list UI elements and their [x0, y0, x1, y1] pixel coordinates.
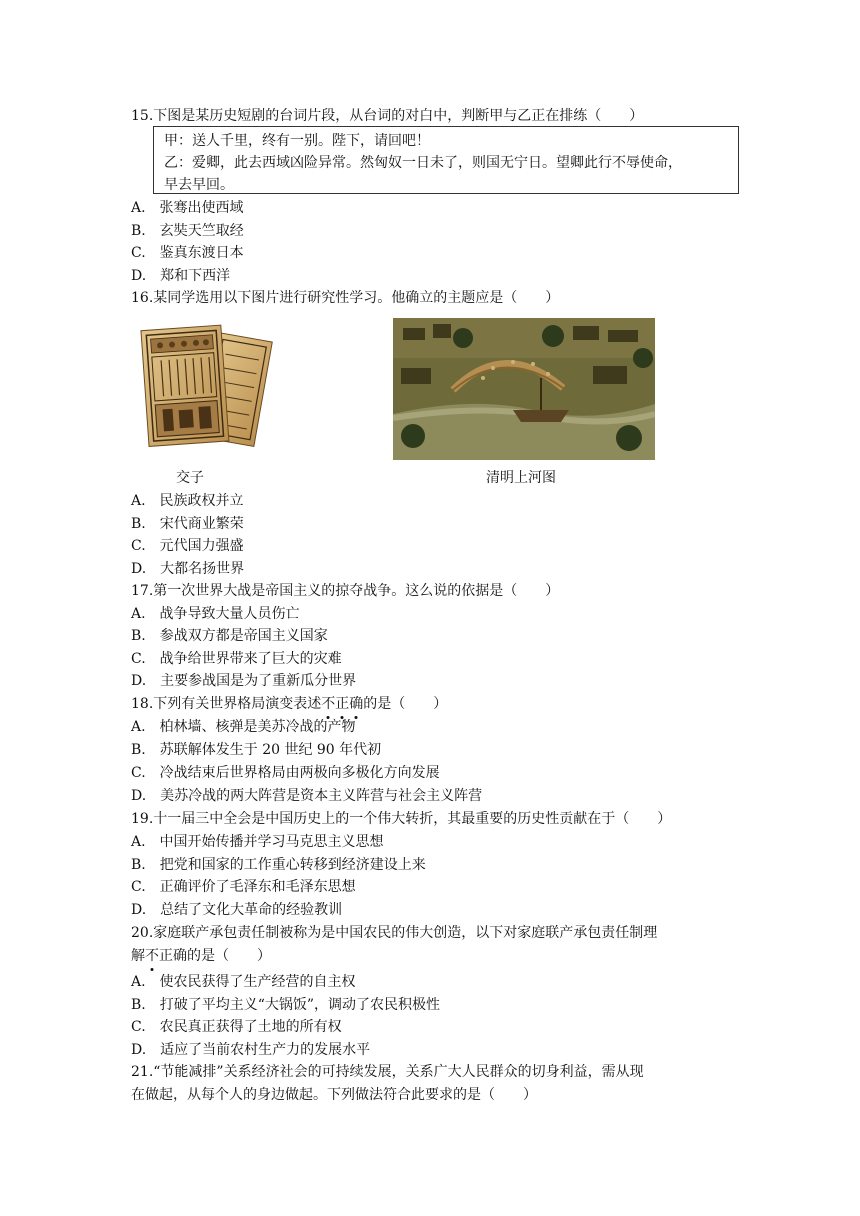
q16-caption-qingming: 清明上河图 — [486, 470, 556, 486]
q16-caption-jiaozi: 交子 — [176, 470, 204, 486]
q20-stem-start: 解 — [131, 948, 145, 964]
q21-stem-line-1: 21.“节能减排”关系经济社会的可持续发展，关系广大人民群众的切身利益，需从现 — [131, 1064, 644, 1080]
q19-option-a: A. 中国开始传播并学习马克思主义思想 — [131, 834, 384, 850]
q17-option-a: A. 战争导致大量人员伤亡 — [131, 606, 300, 622]
q20-stem-end: 正确的是（ ） — [159, 948, 271, 964]
q17-option-c: C. 战争给世界带来了巨大的灾难 — [131, 651, 342, 667]
q15-dialogue-line-2: 乙：爱卿，此去西域凶险异常。然匈奴一日未了，则国无宁日。望卿此行不辱使命， — [164, 155, 682, 171]
q18-stem — [131, 694, 447, 714]
q19-option-b: B. 把党和国家的工作重心转移到经济建设上来 — [131, 857, 426, 873]
q17-option-b: B. 参战双方都是帝国主义国家 — [131, 628, 328, 644]
q16-option-c: C. 元代国力强盛 — [131, 538, 244, 554]
q20-option-a: A. 使农民获得了生产经营的自主权 — [131, 974, 356, 990]
q18-stem-start: 18.下列有关世界格局演变表述 — [131, 696, 322, 712]
q21-stem-line-2: 在做起，从每个人的身边做起。下列做法符合此要求的是（ ） — [131, 1087, 537, 1103]
q16-option-a: A. 民族政权并立 — [131, 493, 244, 509]
q18-emphasis-char-2: 正 — [335, 696, 350, 712]
q18-option-a: A. 柏林墙、核弹是美苏冷战的产物 — [131, 719, 356, 735]
q18-emphasis-char-1: 不 — [321, 696, 336, 712]
q18-emphasis-char-3: 确 — [349, 696, 364, 712]
q19-option-d: D. 总结了文化大革命的经验教训 — [131, 902, 343, 918]
q15-option-d: D. 郑和下西洋 — [131, 268, 231, 284]
q18-stem-end: 的是（ ） — [363, 696, 448, 712]
q15-dialogue-line-1: 甲：送人千里，终有一别。陛下，请回吧！ — [164, 133, 430, 149]
q18-option-c: C. 冷战结束后世界格局由两极向多极化方向发展 — [131, 765, 440, 781]
q20-emphasis-char: 不 — [145, 948, 159, 964]
jiaozi-banknote-image — [137, 322, 273, 452]
q20-stem-line-2 — [131, 946, 271, 966]
q17-option-d: D. 主要参战国是为了重新瓜分世界 — [131, 673, 357, 689]
q15-option-b: B. 玄奘天竺取经 — [131, 223, 244, 239]
q20-stem-line-1: 20.家庭联产承包责任制被称为是中国农民的伟大创造，以下对家庭联产承包责任制理 — [131, 925, 658, 941]
q20-option-b: B. 打破了平均主义“大锅饭”，调动了农民积极性 — [131, 997, 441, 1013]
q15-option-c: C. 鉴真东渡日本 — [131, 245, 244, 261]
q17-stem: 17.第一次世界大战是帝国主义的掠夺战争。这么说的依据是（ ） — [131, 583, 560, 599]
q20-option-c: C. 农民真正获得了土地的所有权 — [131, 1019, 342, 1035]
q16-option-d: D. 大都名扬世界 — [131, 561, 245, 577]
q18-option-d: D. 美苏冷战的两大阵营是资本主义阵营与社会主义阵营 — [131, 788, 483, 804]
q15-dialogue-box — [153, 126, 739, 194]
q20-option-d: D. 适应了当前农村生产力的发展水平 — [131, 1042, 371, 1058]
q18-option-b: B. 苏联解体发生于 20 世纪 90 年代初 — [131, 742, 382, 758]
qingming-painting-image — [393, 318, 655, 460]
q15-option-a: A. 张骞出使西域 — [131, 200, 244, 216]
q15-stem: 15.下图是某历史短剧的台词片段，从台词的对白中，判断甲与乙正在排练（ ） — [131, 108, 644, 124]
q19-option-c: C. 正确评价了毛泽东和毛泽东思想 — [131, 879, 356, 895]
q15-dialogue-line-3: 早去早回。 — [164, 177, 234, 193]
q16-option-b: B. 宋代商业繁荣 — [131, 516, 244, 532]
q19-stem: 19.十一届三中全会是中国历史上的一个伟大转折，其最重要的历史性贡献在于（ ） — [131, 811, 672, 827]
q16-stem: 16.某同学选用以下图片进行研究性学习。他确立的主题应是（ ） — [131, 290, 560, 306]
